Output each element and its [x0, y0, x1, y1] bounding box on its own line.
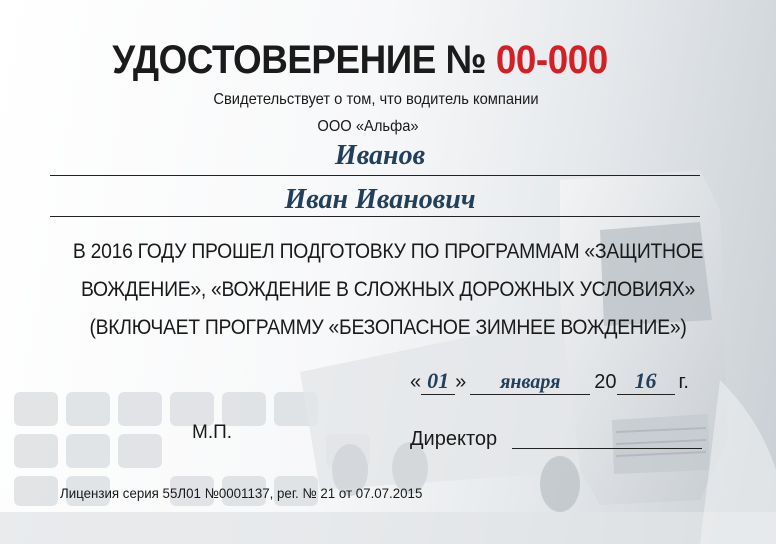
- director-label: Директор: [410, 428, 498, 450]
- surname-line: [50, 175, 700, 176]
- certificate-number: 00-000: [495, 38, 608, 82]
- signature-line: [512, 448, 702, 449]
- title-prefix: УДОСТОВЕРЕНИЕ №: [112, 38, 487, 82]
- given-names: Иван Иванович: [284, 184, 476, 215]
- training-line-2: ВОЖДЕНИЕ», «ВОЖДЕНИЕ В СЛОЖНЫХ ДОРОЖНЫХ УСЛОВИЯХ»: [80, 277, 696, 301]
- date-close-quote: »: [455, 371, 467, 393]
- training-line-3: (ВКЛЮЧАЕТ ПРОГРАММУ «БЕЗОПАСНОЕ ЗИМНЕЕ ВОЖДЕНИЕ»): [89, 315, 687, 339]
- issue-date: [410, 368, 689, 395]
- date-year-suffix: 16: [617, 368, 675, 395]
- date-day: 01: [421, 368, 455, 395]
- stamp-label: М.П.: [192, 422, 233, 443]
- date-open-quote: «: [410, 371, 422, 393]
- license-info: Лицензия серия 55Л01 №0001137, рег. № 21 от 07.07.2015: [60, 485, 423, 501]
- intro-line-1: Свидетельствует о том, что водитель компании: [213, 91, 539, 108]
- certificate-title: [29, 38, 691, 83]
- given-names-line: [50, 216, 700, 217]
- company-name: ООО «Альфа»: [317, 118, 419, 135]
- surname: Иванов: [334, 140, 426, 171]
- date-year-prefix: 20: [594, 371, 617, 393]
- date-year-unit: г.: [678, 371, 689, 393]
- training-line-1: В 2016 ГОДУ ПРОШЕЛ ПОДГОТОВКУ ПО ПРОГРАММАМ «ЗАЩИТНОЕ: [72, 239, 704, 263]
- date-month: января: [470, 371, 590, 395]
